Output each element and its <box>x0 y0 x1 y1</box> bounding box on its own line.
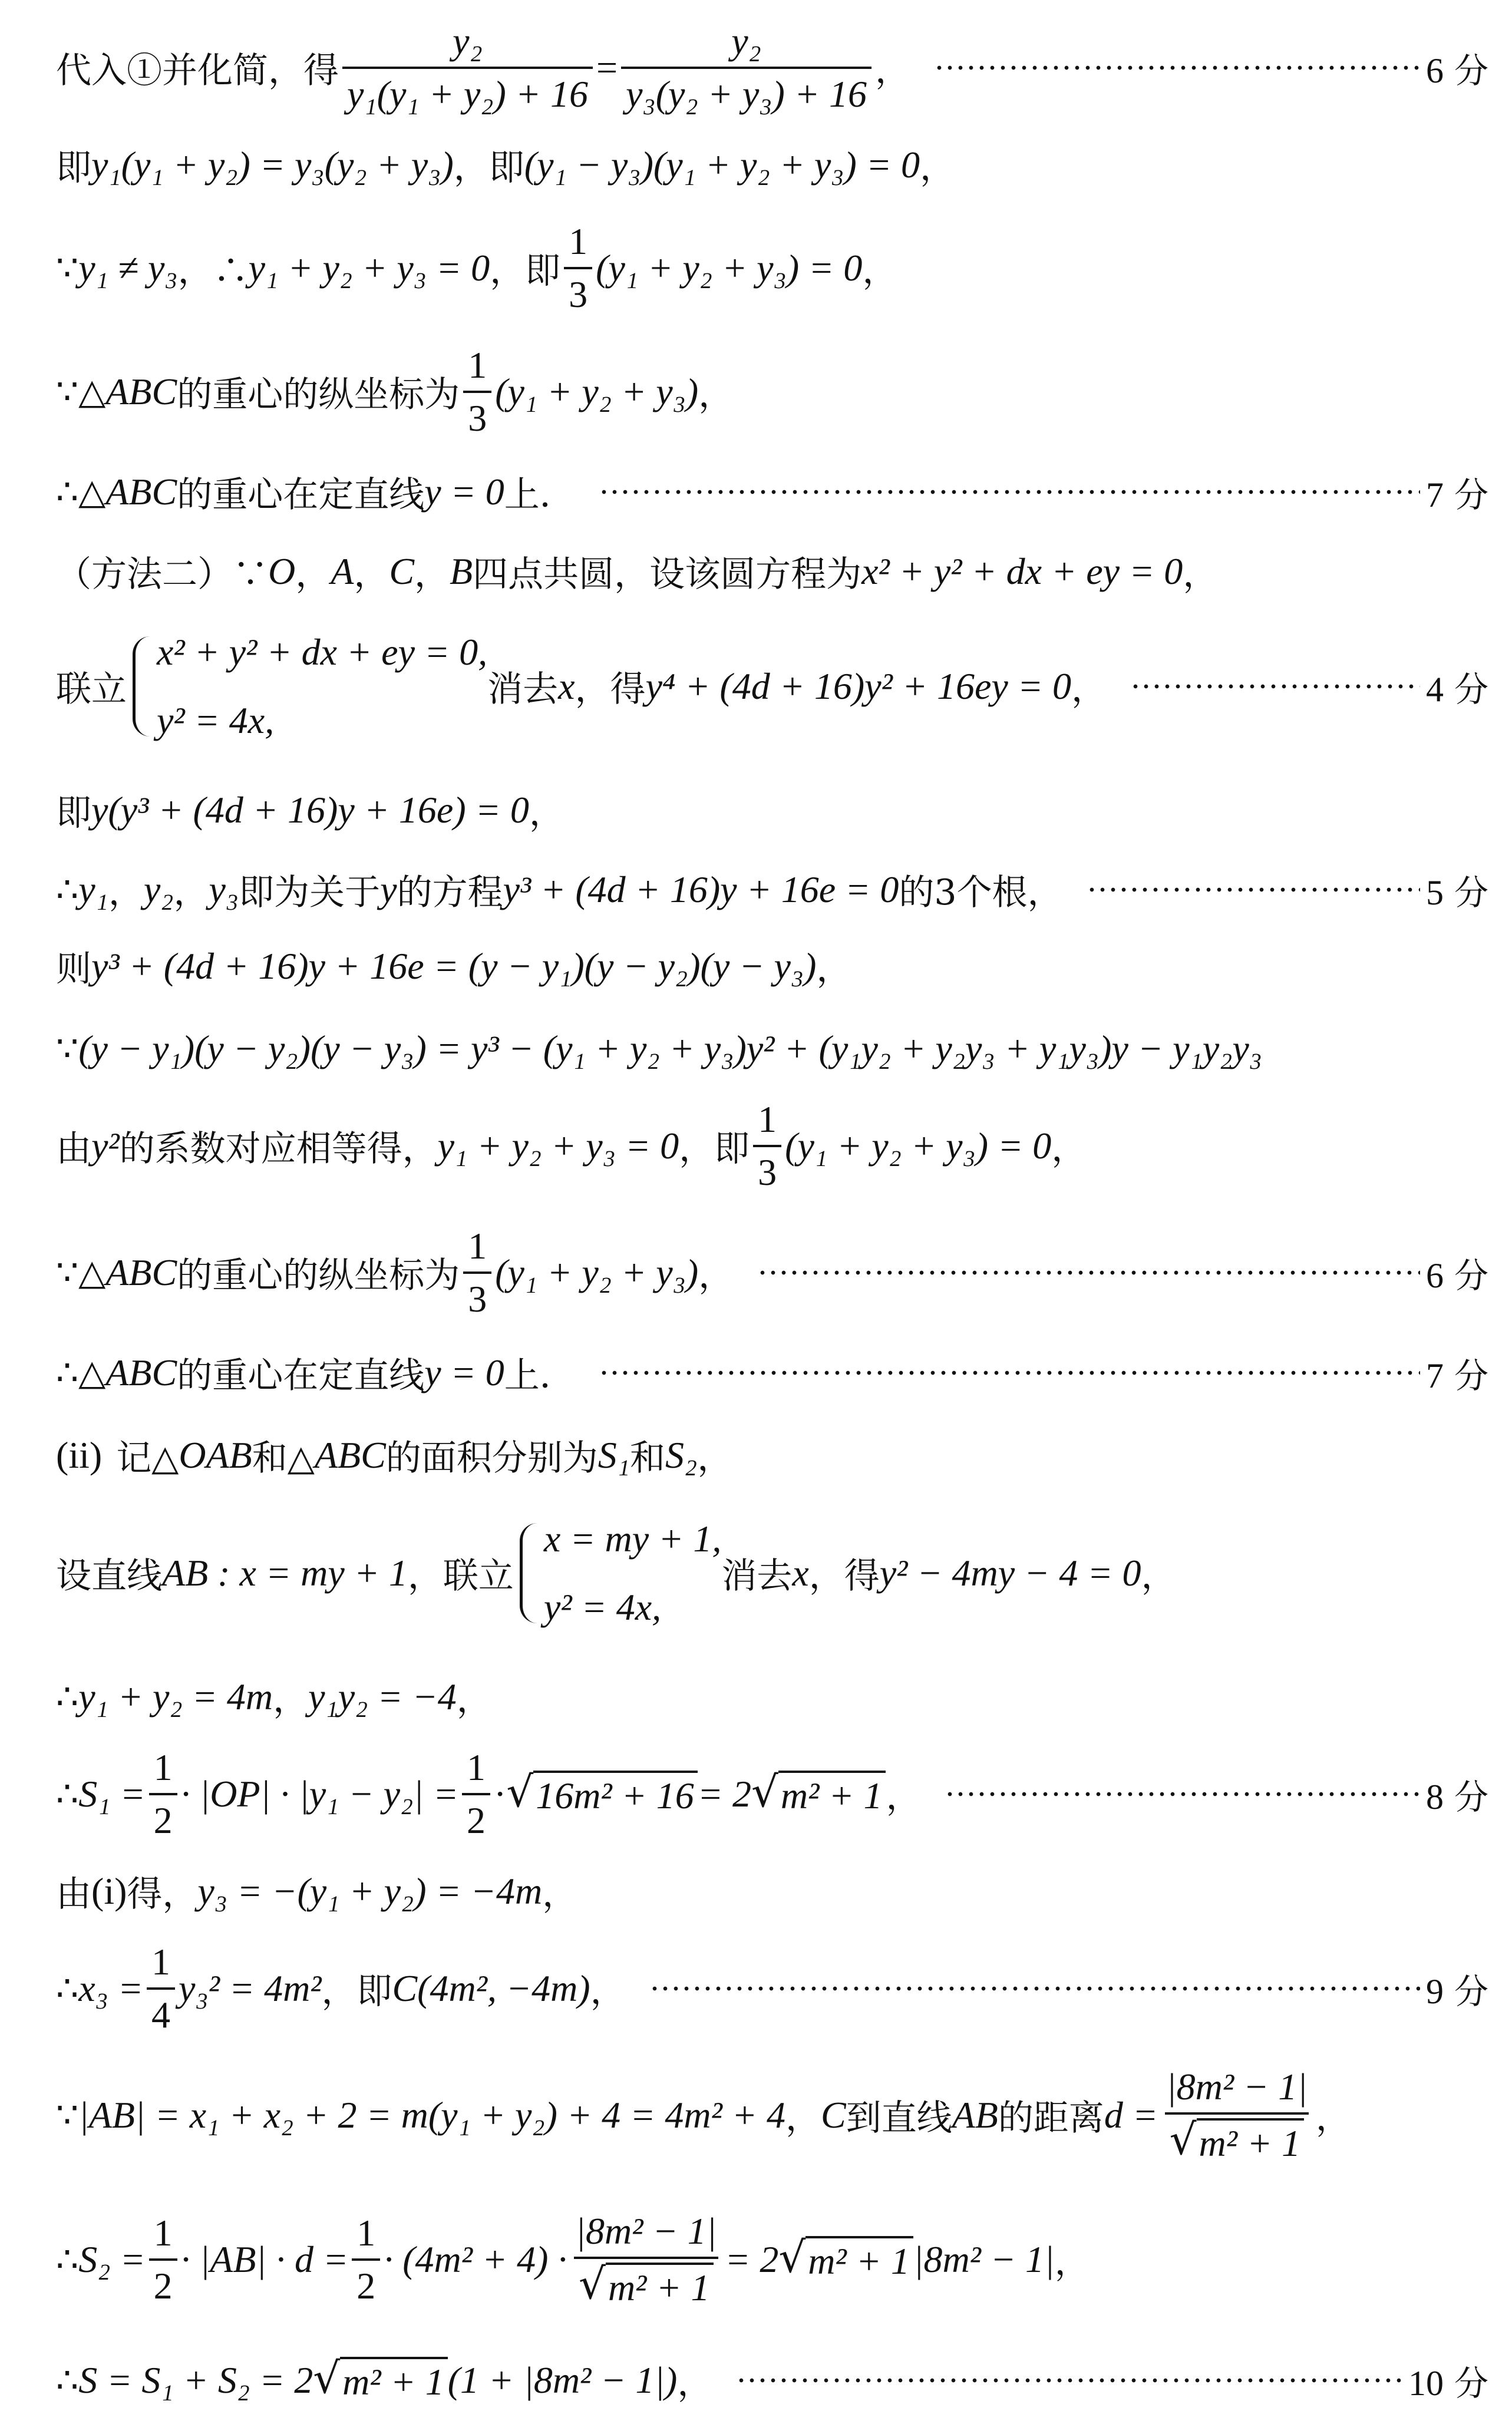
text: ，联立 <box>407 1555 514 1597</box>
square-root <box>579 2259 713 2310</box>
score-unit: 分 <box>1454 2363 1488 2403</box>
text: ， <box>886 1776 922 1818</box>
fraction <box>352 2211 380 2308</box>
text: 联立 <box>56 669 127 710</box>
text: ， <box>1141 1555 1177 1597</box>
numerator: 1 <box>356 2212 376 2254</box>
text: ∴ <box>56 1676 79 1718</box>
text: ， <box>273 1679 309 1720</box>
math: x² + y² + dx + ey = 0 <box>861 550 1183 592</box>
math: S₂ = <box>78 2238 146 2280</box>
text: ，即 <box>453 147 524 189</box>
math: y₁ ≠ y₃ <box>78 247 178 289</box>
text: ∴ <box>56 869 79 910</box>
math: = 2 <box>697 1773 751 1815</box>
text: 由 <box>56 1874 91 1915</box>
numerator: 1 <box>569 220 588 262</box>
math: y = 0 <box>424 471 504 513</box>
math: ABC <box>105 1251 177 1293</box>
radical-sign: √ <box>506 1767 534 1817</box>
text: 则 <box>56 949 91 990</box>
line-part-ii <box>56 1426 1488 1485</box>
score-mark <box>1426 467 1488 517</box>
radical-sign: √ <box>778 2232 806 2282</box>
text: ∴ <box>56 2360 79 2401</box>
math: y³ + (4d + 16)y + 16e = (y − y₁)(y − y₂)(y − y₃) <box>91 945 817 987</box>
line-centroid <box>56 1225 1488 1320</box>
text: ∵△ <box>56 1252 106 1293</box>
text: ， <box>456 1679 492 1720</box>
text: 即为关于 <box>239 872 381 913</box>
denominator: y₁(y₁ + y₂) + 16 <box>342 67 593 116</box>
text: 和△ <box>252 1438 315 1479</box>
math: y₁ + y₂ + y₃ = 0 <box>437 1125 679 1167</box>
math: y₁(y₁ + y₂) = y₃(y₂ + y₃) <box>91 144 454 186</box>
text: ，得 <box>808 1555 880 1597</box>
square-root <box>778 2232 913 2283</box>
math: x <box>558 665 575 707</box>
text: 和 <box>630 1438 666 1479</box>
math: C(4m², −4m) <box>392 1967 590 2009</box>
math: AB <box>952 2094 998 2136</box>
square-root <box>506 1767 697 1818</box>
math: = 2 <box>725 2238 779 2280</box>
math: (y₁ + y₂ + y₃) <box>495 1251 699 1293</box>
math: y(y³ + (4d + 16)y + 16e) = 0 <box>91 789 529 831</box>
numerator: |8m² − 1| <box>575 2210 717 2252</box>
numerator: y₂ <box>731 20 761 62</box>
text: ∵ <box>56 247 79 289</box>
line-total-area <box>56 2348 1488 2413</box>
math: C <box>820 2094 846 2136</box>
text: 到直线 <box>846 2098 952 2139</box>
score-mark <box>1426 1248 1488 1297</box>
math: OAB <box>179 1434 252 1476</box>
text: ， <box>173 872 209 913</box>
denominator: 3 <box>753 1145 781 1194</box>
math: y₁ <box>78 868 108 910</box>
math: · |AB| · d = <box>180 2238 349 2280</box>
text: ， <box>698 1255 734 1296</box>
math: y₃ = −(y₁ + y₂) = −4m <box>197 1870 543 1912</box>
fraction <box>149 2211 177 2308</box>
text: 的重心在定直线 <box>177 474 425 516</box>
text: 记△ <box>116 1438 179 1479</box>
line-conclusion <box>56 463 1488 521</box>
square-root <box>313 2353 447 2404</box>
text: ，即 <box>679 1128 750 1170</box>
score-value: 9 <box>1425 1972 1444 2011</box>
text: ， <box>875 50 911 91</box>
text: ，∴ <box>177 250 249 292</box>
math: y² <box>91 1125 120 1167</box>
text: 的方程 <box>397 872 503 913</box>
text: 即 <box>56 792 91 834</box>
numerator: 1 <box>153 1746 173 1788</box>
line-equation <box>56 136 1488 194</box>
radical-sign: √ <box>313 2353 341 2403</box>
math: A <box>331 550 354 592</box>
math: y₁ + y₂ = 4m <box>78 1676 273 1718</box>
line-line-ab <box>56 1508 1488 1638</box>
fraction <box>149 1746 177 1842</box>
text: ， <box>920 147 956 189</box>
fraction <box>753 1098 781 1194</box>
math: y² = 4x, <box>543 1586 662 1628</box>
math: O <box>268 550 296 592</box>
text: ， <box>785 2098 821 2139</box>
denominator <box>1165 2112 1309 2165</box>
text: ， <box>414 554 450 595</box>
denominator: 2 <box>149 2258 177 2308</box>
math: C <box>389 550 414 592</box>
text: ， <box>697 1438 733 1479</box>
text: 的重心在定直线 <box>177 1355 425 1396</box>
text: 即 <box>56 147 91 189</box>
denominator: 4 <box>147 1987 175 2037</box>
text: ∵ <box>56 1028 79 1069</box>
text: ， <box>295 554 331 595</box>
score-value: 7 <box>1425 1356 1444 1395</box>
denominator: 2 <box>352 2258 380 2308</box>
math: S = S₁ + S₂ = 2 <box>78 2359 313 2401</box>
text: ， <box>529 792 564 834</box>
math: · <box>494 1773 507 1815</box>
math: B <box>450 550 473 592</box>
radical-sign: √ <box>579 2259 606 2308</box>
score-mark <box>1408 2356 1488 2405</box>
fraction <box>570 2210 721 2310</box>
math: y⁴ + (4d + 16)y² + 16ey = 0 <box>645 665 1071 707</box>
text: 的距离 <box>998 2098 1104 2139</box>
score-unit: 分 <box>1454 1356 1488 1396</box>
text: 上． <box>504 474 575 516</box>
radicand: m² + 1 <box>1197 2118 1305 2165</box>
math: AB : x = my + 1 <box>162 1552 408 1594</box>
text: ∵△ <box>56 371 106 412</box>
text: ， <box>108 872 144 913</box>
math: · (4m² + 4) · <box>384 2238 567 2280</box>
text: ， <box>354 554 389 595</box>
text: ， <box>677 2363 713 2404</box>
math: S₂ <box>665 1434 698 1476</box>
denominator: 3 <box>463 1272 491 1321</box>
text: ∴△ <box>56 471 106 513</box>
text: 得， <box>127 1874 198 1915</box>
numerator: 1 <box>153 2212 173 2254</box>
math: y₃² = 4m² <box>179 1967 322 2009</box>
dot-leader <box>934 65 1420 70</box>
line-coefficient <box>56 1098 1488 1193</box>
math: ABC <box>314 1434 386 1476</box>
line-ab-length <box>56 2062 1488 2168</box>
text: ∴ <box>56 1774 79 1815</box>
text: ，即 <box>490 250 561 292</box>
score-mark <box>1426 865 1488 914</box>
text: ∴△ <box>56 1352 106 1393</box>
text: ， <box>862 250 898 292</box>
text: 消去 <box>487 669 559 710</box>
math: (1 + |8m² − 1|) <box>447 2359 678 2401</box>
math: y₁y₂ = −4 <box>308 1676 457 1718</box>
math: (y₁ + y₂ + y₃) = 0 <box>785 1125 1052 1167</box>
math: d = <box>1104 2094 1158 2136</box>
text: ， <box>1071 669 1107 710</box>
numerator: y₂ <box>453 20 483 62</box>
text: ∴ <box>56 1968 79 2009</box>
numerator: |8m² − 1| <box>1166 2066 1308 2108</box>
denominator: 3 <box>564 267 592 316</box>
fraction <box>564 220 592 316</box>
math: ABC <box>105 471 177 513</box>
text: 消去 <box>721 1555 793 1597</box>
fraction <box>342 19 593 116</box>
fraction <box>462 1746 490 1842</box>
score-value: 10 <box>1408 2364 1444 2403</box>
math: y <box>380 868 397 910</box>
denominator <box>574 2257 718 2310</box>
score-unit: 分 <box>1454 1256 1488 1296</box>
text: ，得 <box>575 669 646 710</box>
line-x3 <box>56 1941 1488 2036</box>
score-unit: 分 <box>1454 51 1488 91</box>
line-substitution <box>56 20 1488 115</box>
dot-leader <box>599 1370 1420 1375</box>
score-value: 6 <box>1425 51 1444 90</box>
dot-leader <box>736 2378 1402 2383</box>
equals-sign: = <box>596 47 618 88</box>
text: 的重心的纵坐标为 <box>177 374 460 415</box>
text: ， <box>816 949 852 990</box>
numerator: 1 <box>467 1746 486 1788</box>
score-unit: 分 <box>1454 669 1488 709</box>
score-mark <box>1426 43 1488 93</box>
square-root <box>751 1767 886 1818</box>
text: 四点共圆，设该圆方程为 <box>473 554 862 595</box>
math: |8m² − 1| <box>913 2238 1055 2280</box>
text: 代入①并化简，得 <box>56 50 339 91</box>
fraction <box>621 19 871 116</box>
denominator: 3 <box>463 391 491 440</box>
dot-leader <box>1087 887 1420 892</box>
score-unit: 分 <box>1454 1971 1488 2012</box>
math: · |OP| · |y₁ − y₂| = <box>180 1773 458 1815</box>
math: |AB| = x₁ + x₂ + 2 = m(y₁ + y₂) + 4 = 4m² + 4 <box>78 2094 785 2136</box>
line-y3 <box>56 1862 1488 1921</box>
numerator: 1 <box>468 344 487 386</box>
dot-leader <box>649 1986 1420 1991</box>
score-mark <box>1426 662 1488 711</box>
math: x² + y² + dx + ey = 0, <box>157 631 488 673</box>
math: x = my + 1, <box>543 1518 722 1560</box>
line-method-two <box>56 542 1488 601</box>
line-expansion <box>56 1019 1488 1078</box>
dot-leader <box>945 1792 1420 1796</box>
text: ∵ <box>56 2095 79 2136</box>
radical-sign: √ <box>1169 2115 1197 2164</box>
text: 的面积分别为 <box>385 1438 598 1479</box>
radical-sign: √ <box>751 1767 778 1817</box>
text: ， <box>1315 2098 1351 2139</box>
radicand: m² + 1 <box>805 2236 913 2283</box>
math: (y₁ + y₂ + y₃) <box>495 371 699 412</box>
dot-leader <box>599 490 1420 494</box>
fraction <box>463 344 491 440</box>
denominator: 2 <box>462 1793 490 1842</box>
numerator: 1 <box>151 1941 171 1983</box>
math: y² = 4x, <box>157 699 275 741</box>
score-unit: 分 <box>1454 475 1488 515</box>
line-centroid <box>56 344 1488 439</box>
line-condition <box>56 220 1488 315</box>
math: ABC <box>105 371 177 412</box>
score-value: 5 <box>1425 873 1444 912</box>
line-roots <box>56 860 1488 919</box>
left-brace <box>133 636 152 737</box>
score-mark <box>1426 1769 1488 1819</box>
radicand: m² + 1 <box>340 2357 448 2404</box>
part-label: (ii) <box>56 1434 103 1476</box>
score-value: 4 <box>1425 670 1444 709</box>
line-vieta <box>56 1667 1488 1726</box>
math: (y − y₁)(y − y₂)(y − y₃) = y³ − (y₁ + y₂ + y₃)y² + (y₁y₂ + y₂y₃ + y₁y₃)y − y₁y₂y₃ <box>78 1028 1263 1069</box>
text: ， <box>1051 1128 1087 1170</box>
score-unit: 分 <box>1454 873 1488 913</box>
text: 的3个根， <box>899 872 1063 913</box>
math: ABC <box>105 1352 177 1393</box>
text: ，即 <box>321 1971 392 2012</box>
text: ， <box>1054 2242 1090 2283</box>
line-system <box>56 622 1488 751</box>
radicand: m² + 1 <box>606 2263 714 2310</box>
radicand: m² + 1 <box>778 1771 886 1818</box>
dot-leader <box>1130 684 1420 689</box>
text: 上． <box>504 1355 575 1396</box>
math: x₃ = <box>78 1967 144 2009</box>
score-value: 8 <box>1425 1778 1444 1817</box>
text: 由 <box>56 1128 91 1170</box>
fraction <box>463 1224 491 1321</box>
fraction <box>1161 2065 1312 2165</box>
math: y₂ <box>143 868 174 910</box>
dot-leader <box>757 1270 1420 1275</box>
numerator: 1 <box>468 1225 487 1267</box>
equation-system <box>544 1517 721 1629</box>
square-root <box>1169 2115 1304 2165</box>
left-brace <box>520 1523 539 1623</box>
line-factored <box>56 781 1488 840</box>
denominator: y₃(y₂ + y₃) + 16 <box>621 67 871 116</box>
math: y³ + (4d + 16)y + 16e = 0 <box>503 868 899 910</box>
math: y₃ <box>209 868 239 910</box>
line-area-s2 <box>56 2207 1488 2313</box>
text: ， <box>698 374 734 415</box>
math: (y₁ + y₂ + y₃) = 0 <box>596 247 863 289</box>
fraction <box>147 1940 175 2037</box>
text: （方法二）∵ <box>56 554 268 595</box>
text: 的重心的纵坐标为 <box>177 1255 460 1296</box>
math: y = 0 <box>424 1352 504 1393</box>
text: ∴ <box>56 2239 79 2280</box>
line-factor-form <box>56 937 1488 996</box>
math: y² − 4my − 4 = 0 <box>879 1552 1141 1594</box>
text: 的系数对应相等得， <box>119 1128 438 1170</box>
math: S₁ = <box>78 1773 146 1815</box>
text: ， <box>590 1971 626 2012</box>
text: ， <box>542 1874 578 1915</box>
math: (y₁ − y₃)(y₁ + y₂ + y₃) = 0 <box>524 144 920 186</box>
radicand: 16m² + 16 <box>533 1771 698 1818</box>
text: ， <box>1183 554 1219 595</box>
equation-system <box>157 630 487 742</box>
math: S₁ <box>597 1434 630 1476</box>
score-value: 6 <box>1425 1256 1444 1295</box>
score-value: 7 <box>1425 475 1444 514</box>
denominator: 2 <box>149 1793 177 1842</box>
score-mark <box>1426 1348 1488 1398</box>
math: (i) <box>91 1870 127 1912</box>
score-unit: 分 <box>1454 1777 1488 1817</box>
text: 设直线 <box>56 1555 162 1597</box>
line-conclusion <box>56 1343 1488 1402</box>
math: x <box>792 1552 809 1594</box>
score-mark <box>1426 1964 1488 2013</box>
math: y₁ + y₂ + y₃ = 0 <box>248 247 490 289</box>
line-area-s1 <box>56 1746 1488 1841</box>
numerator: 1 <box>758 1098 777 1140</box>
